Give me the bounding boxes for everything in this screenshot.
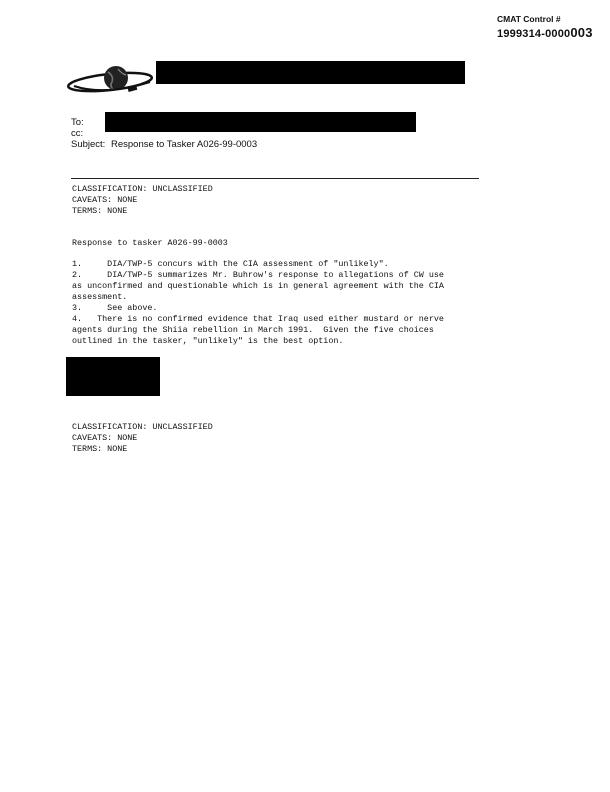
response-line: Response to tasker A026-99-0003 — [72, 238, 228, 248]
body-line: agents during the Shiia rebellion in March 1991. Given the five choices — [72, 325, 434, 335]
subject-value: Response to Tasker A026-99-0003 — [111, 139, 258, 150]
caveats-line: CAVEATS: NONE — [72, 195, 138, 205]
redacted-signature-block — [66, 357, 160, 396]
body-line: as unconfirmed and questionable which is in general agreement with the CIA — [72, 281, 444, 291]
body-line: assessment. — [72, 292, 128, 302]
body-line: 1. DIA/TWP-5 concurs with the CIA assessment of "unlikely". — [72, 259, 389, 269]
control-number-prefix: 1999314-0000 — [497, 28, 571, 40]
body-line: 3. See above. — [72, 303, 158, 313]
body-paragraphs — [72, 259, 444, 347]
caveats-line: CAVEATS: NONE — [72, 433, 138, 443]
redacted-recipient-block — [105, 112, 416, 132]
classification-block-bottom — [72, 422, 213, 455]
body-line: outlined in the tasker, "unlikely" is the best option. — [72, 336, 344, 346]
header-divider — [71, 178, 479, 179]
redacted-sender-block — [156, 61, 465, 84]
globe-logo-icon — [66, 64, 156, 100]
classification-line: CLASSIFICATION: UNCLASSIFIED — [72, 184, 213, 194]
body-line: 4. There is no confirmed evidence that Iraq used either mustard or nerve — [72, 314, 444, 324]
classification-line: CLASSIFICATION: UNCLASSIFIED — [72, 422, 213, 432]
cmat-control-label: CMAT Control # — [497, 14, 561, 24]
terms-line: TERMS: NONE — [72, 206, 128, 216]
terms-line: TERMS: NONE — [72, 444, 128, 454]
cc-label: cc: — [71, 128, 84, 139]
control-number-suffix: 003 — [570, 25, 593, 40]
cmat-control-number — [497, 25, 593, 40]
body-line: 2. DIA/TWP-5 summarizes Mr. Buhrow's response to allegations of CW use — [72, 270, 444, 280]
subject-label: Subject: — [71, 139, 106, 150]
classification-block-top — [72, 184, 213, 217]
to-label: To: — [71, 117, 84, 128]
